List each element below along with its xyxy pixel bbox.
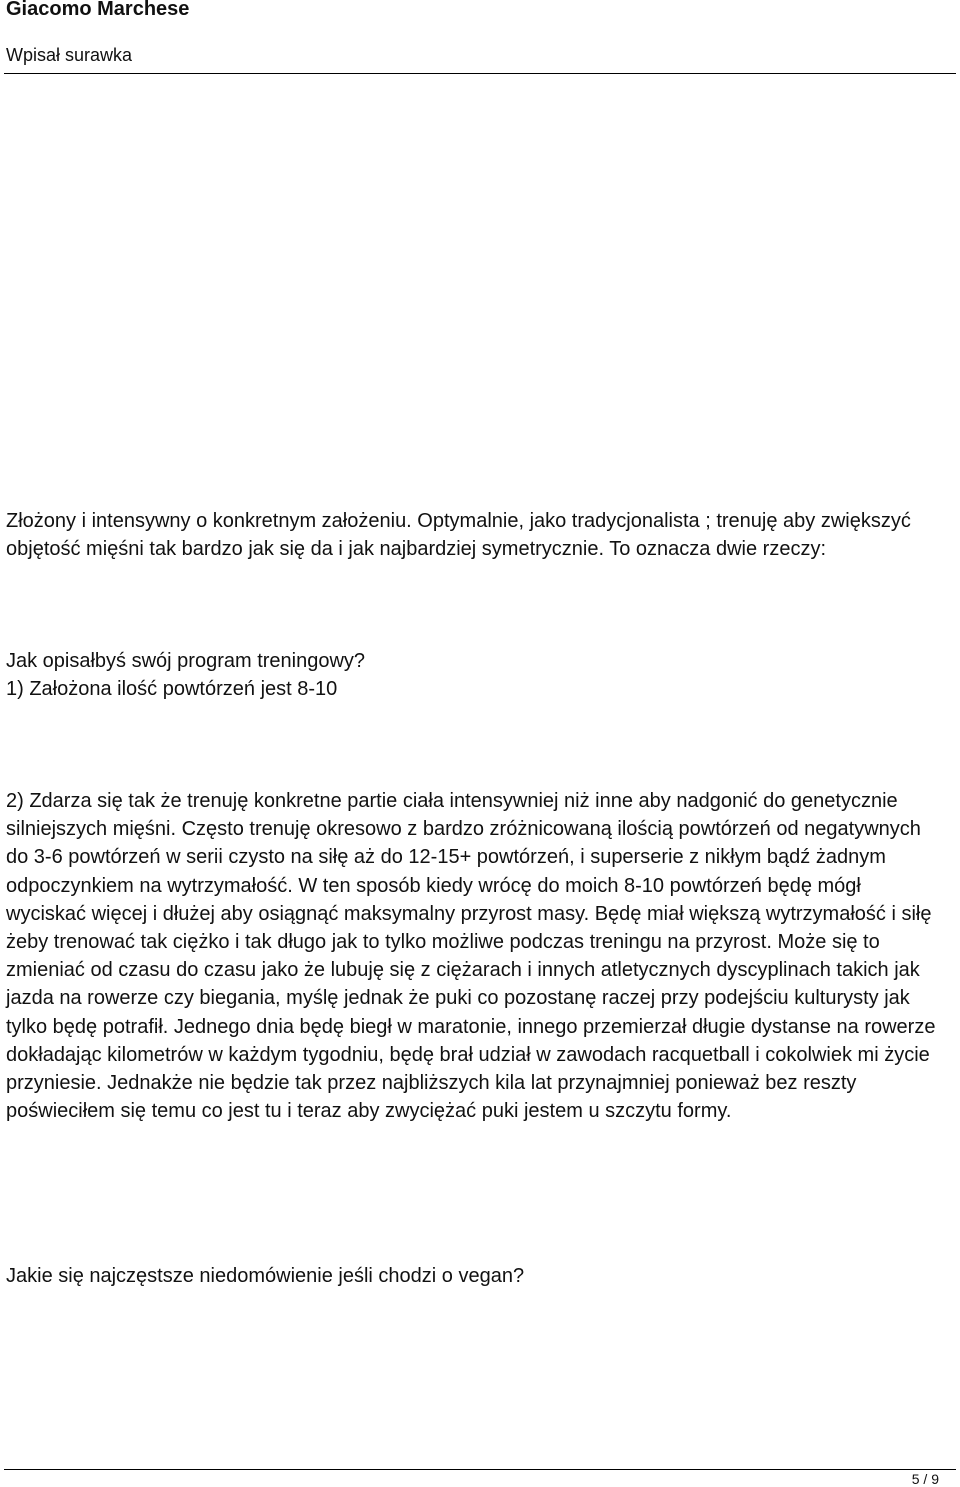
byline: Wpisał surawka	[6, 45, 133, 65]
question-heading: Jakie się najczęstsze niedomówienie jeśli chodzi o vegan?	[6, 1265, 525, 1287]
footer-divider	[4, 1469, 956, 1470]
list-item-point-1: 1) Założona ilość powtórzeń jest 8-10	[6, 678, 338, 700]
list-item-point-2: 2) Zdarza się tak że trenuję konkretne partie ciała intensywniej niż inne aby nadgonić do genetycznie silniejszych mięśni. Często trenuję okresowo z bardzo zróżnicowaną ilością powtórzeń od negatywnych do 3-6 powtórzeń w serii czysto na siłę aż do 12-15+ powtórzeń, i superserie z nikłym bądź żadnym odpoczynkiem na wytrzymałość. W ten sposób kiedy wrócę do moich 8-10 powtórzeń będę mógł wyciskać więcej i dłużej aby osiągnąć maksymalny przyrost masy. Będę miał większą wytrzymałość i siłę żeby trenować tak ciężko i tak długo jak to tylko możliwe podczas treningu na przyrost. Może się to zmieniać od czasu do czasu jako że lubuję się z ciężarach i innych atletycznych dyscyplinach takich jak jazda na rowerze czy biegania, myślę jednak że puki co pozostanę raczej przy podejściu kulturysty jak tylko będę potrafił. Jednego dnia będę biegł w maratonie, innego przemierzał długie dystanse na rowerze dokładając kilometrów w każdym tygodniu, będę brał udział w zawodach racquetball i cokolwiek mi życie przyniesie. Jednakże nie będzie tak przez najbliższych kila lat przynajmniej ponieważ bez reszty poświeciłem się temu co jest tu i teraz aby zwyciężać puki jestem u szczytu formy.	[6, 790, 936, 1123]
author-name: Giacomo Marchese	[6, 0, 190, 20]
page-number: 5 / 9	[911, 1471, 939, 1487]
header-divider	[4, 73, 956, 74]
question-heading: Jak opisałbyś swój program treningowy?	[6, 650, 366, 672]
answer-paragraph: Złożony i intensywny o konkretnym założeniu. Optymalnie, jako tradycjonalista ; trenuję aby zwiększyć objętość mięśni tak bardzo jak się da i jak najbardziej symetrycznie. To oznacza dwie rzeczy:	[6, 510, 911, 561]
